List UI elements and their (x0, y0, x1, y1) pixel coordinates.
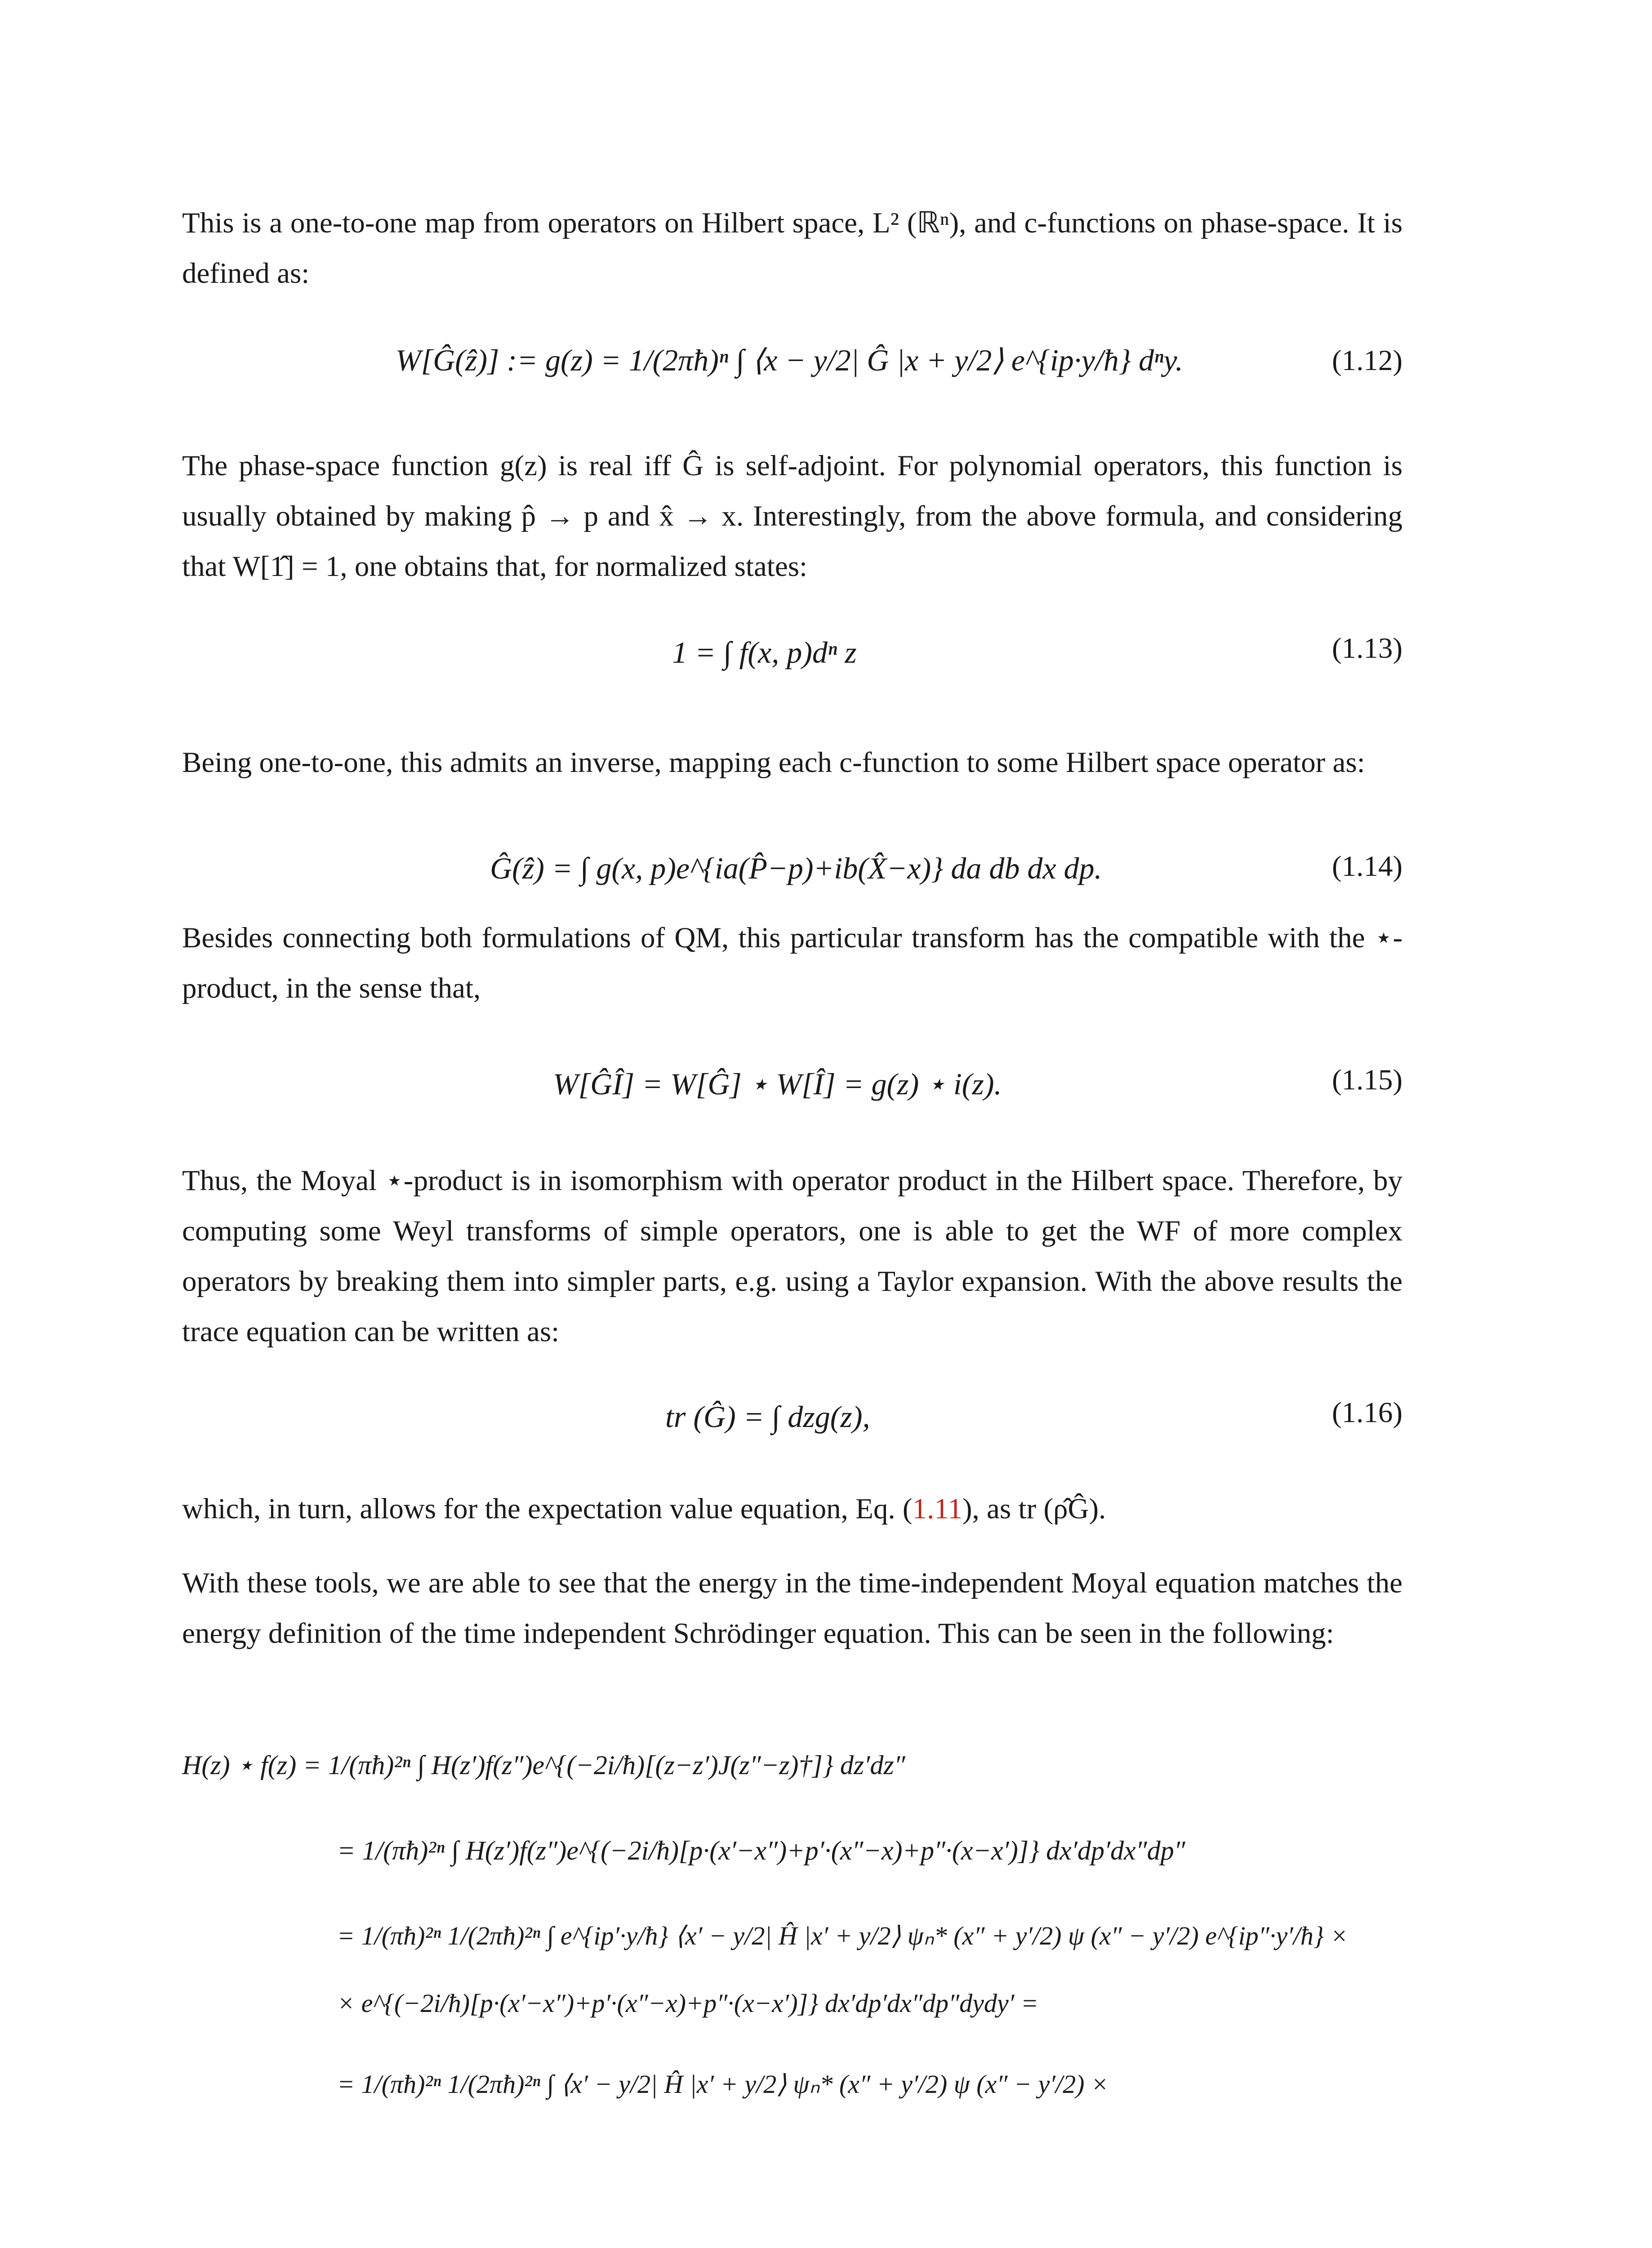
derivation-line-2: = 1/(πħ)²ⁿ ∫ H(z′)f(z″)e^{(−2i/ħ)[p·(x′−x″)+p′·(x″−x)+p″·(x−x′)]} dx′dp′dx″dp″ (337, 1836, 1185, 1865)
paragraph-phase-space-function: The phase-space function g(z) is real iff Ĝ is self-adjoint. For polynomial operators, this function is usually obtained by making p̂ → p and x̂ → x. Interestingly, from the above formula, and considering that W[1̂] = 1, one obtains that, for normalized states: (182, 450, 1403, 583)
derivation-line-4: × e^{(−2i/ħ)[p·(x′−x″)+p′·(x″−x)+p″·(x−x′)]} dx′dp′dx″dp″dydy′ = (337, 1989, 1038, 2018)
paragraph-star-product: Besides connecting both formulations of QM, this particular transform has the compatible with the ⋆-product, in the sense that, (182, 922, 1403, 1004)
expectation-text-after: ), as tr (ρ̂Ĝ). (962, 1493, 1106, 1525)
equation-1-16: tr (Ĝ) = ∫ dzg(z), (665, 1400, 870, 1434)
paragraph-energy-matching: With these tools, we are able to see that the energy in the time-independent Moyal equation matches the energy definition of the time independent Schrödinger equation. This can be seen in the following: (182, 1567, 1403, 1650)
paragraph-hilbert-map: This is a one-to-one map from operators on Hilbert space, L² (ℝⁿ), and c-functions on phase-space. It is defined as: (182, 207, 1403, 290)
equation-number-1-12: (1.12) (1331, 344, 1403, 377)
equation-1-14: Ĝ(ẑ) = ∫ g(x, p)e^{ia(P̂−p)+ib(X̂−x)} da db dx dp. (490, 851, 1102, 885)
derivation-line-3: = 1/(πħ)²ⁿ 1/(2πħ)²ⁿ ∫ e^{ip′·y/ħ} ⟨x′ − y/2| Ĥ |x′ + y/2⟩ ψₙ* (x″ + y′/2) ψ (x″ − y′/2) e^{ip″·y′/ħ} × (337, 1921, 1348, 1950)
expectation-text-before: which, in turn, allows for the expectation value equation, Eq. ( (182, 1493, 913, 1525)
equation-number-1-15: (1.15) (1331, 1064, 1403, 1096)
paragraph-expectation-value (182, 1484, 1403, 1534)
equation-1-15: W[ĜÎ] = W[Ĝ] ⋆ W[Î] = g(z) ⋆ i(z). (553, 1067, 1002, 1101)
paragraph-inverse-map: Being one-to-one, this admits an inverse, mapping each c-function to some Hilbert space operator as: (182, 746, 1365, 779)
equation-1-13: 1 = ∫ f(x, p)dⁿ z (672, 635, 857, 669)
equation-1-12: W[Ĝ(ẑ)] := g(z) = 1/(2πħ)ⁿ ∫ ⟨x − y/2| Ĝ |x + y/2⟩ e^{ip·y/ħ} dⁿy. (396, 343, 1183, 377)
paragraph-moyal-isomorphism: Thus, the Moyal ⋆-product is in isomorphism with operator product in the Hilbert space. Therefore, by computing some Weyl transforms of simple operators, one is able to get the WF of more complex operators by breaking them into simpler parts, e.g. using a Taylor expansion. With the above results the trace equation can be written as: (182, 1164, 1403, 1348)
equation-reference-link[interactable]: 1.11 (912, 1493, 962, 1525)
derivation-line-1: H(z) ⋆ f(z) = 1/(πħ)²ⁿ ∫ H(z′)f(z″)e^{(−2i/ħ)[(z−z′)J(z″−z)†]} dz′dz″ (182, 1750, 905, 1780)
equation-number-1-16: (1.16) (1331, 1396, 1403, 1429)
equation-number-1-13: (1.13) (1331, 632, 1403, 665)
equation-number-1-14: (1.14) (1331, 850, 1403, 883)
derivation-line-5: = 1/(πħ)²ⁿ 1/(2πħ)²ⁿ ∫ ⟨x′ − y/2| Ĥ |x′ + y/2⟩ ψₙ* (x″ + y′/2) ψ (x″ − y′/2) × (337, 2070, 1109, 2099)
